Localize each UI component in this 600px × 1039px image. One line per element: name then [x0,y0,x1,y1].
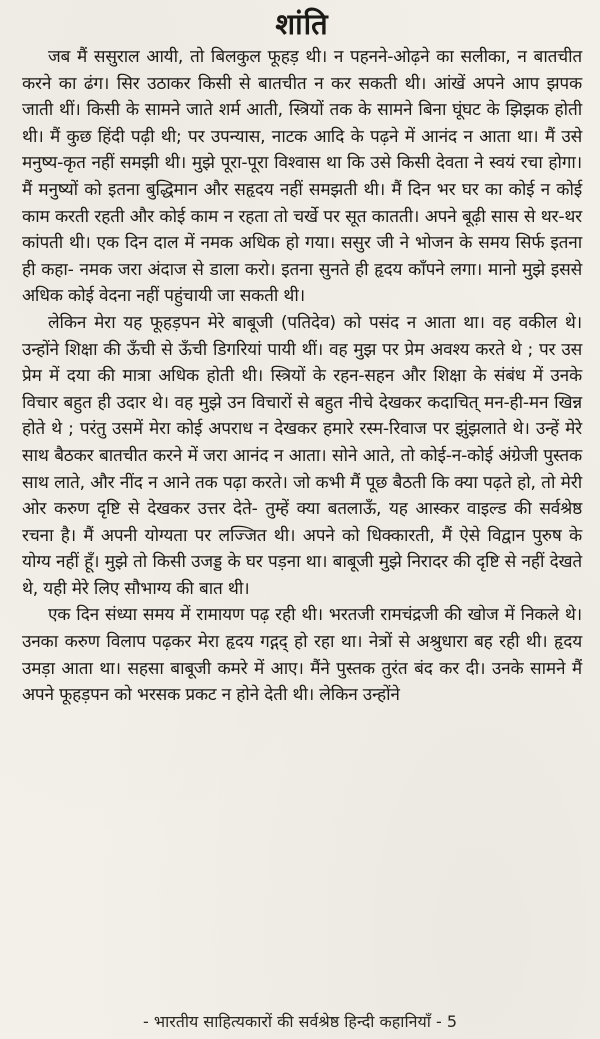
paragraph-3: एक दिन संध्या समय में रामायण पढ़ रही थी। भरतजी रामचंद्रजी की खोज में निकले थे। उनका करुण विलाप पढ़कर मेरा हृदय गद्गद् हो रहा था। नेत्रों से अश्रुधारा बह रही थी। हृदय उमड़ा आता था। सहसा बाबूजी कमरे में आए। मैंने पुस्तक तुरंत बंद कर दी। उनके सामने मैं अपने फूहड़पन को भरसक प्रकट न होने देती थी। लेकिन उन्होंने [22,605,582,706]
story-body [22,44,582,709]
page-footer: - भारतीय साहित्यकारों की सर्वश्रेष्ठ हिन्दी कहानियाँ - 5 [142,1012,458,1031]
paragraph-2: लेकिन मेरा यह फूहड़पन मेरे बाबूजी (पतिदेव) को पसंद न आता था। वह वकील थे। उन्होंने शिक्षा की ऊँची से ऊँची डिगरियां पायी थीं। वह मुझ पर प्रेम अवश्य करते थे ; पर उस प्रेम में दया की मात्रा अधिक होती थी। स्त्रियों के रहन-सहन और शिक्षा के संबंध में उनके विचार बहुत ही उदार थे। वह मुझे उन विचारों से बहुत नीचे देखकर कदाचित् मन-ही-मन खिन्न होते थे ; परंतु उसमें मेरा कोई अपराध न देखकर हमारे रस्म-रिवाज पर झुंझलाते थे। उन्हें मेरे साथ बैठकर बातचीत करने में जरा आनंद न आता। सोने आते, तो कोई-न-कोई अंग्रेजी पुस्तक साथ लाते, और नींद न आने तक पढ़ा करते। जो कभी मैं पूछ बैठती कि क्या पढ़ते हो, तो मेरी ओर करुण दृष्टि से देखकर उत्तर देते- तुम्हें क्या बतलाऊँ, यह आस्कर वाइल्ड की सर्वश्रेष्ठ रचना है। मैं अपनी योग्यता पर लज्जित थी। अपने को धिक्कारती, मैं ऐसे विद्वान पुरुष के योग्य नहीं हूँ। मुझे तो किसी उजड्ड के घर पड़ना था। बाबूजी मुझे निरादर की दृष्टि से नहीं देखते थे, यही मेरे लिए सौभाग्य की बात थी। [22,312,582,599]
paragraph-1: जब मैं ससुराल आयी, तो बिलकुल फूहड़ थी। न पहनने-ओढ़ने का सलीका, न बातचीत करने का ढंग। सिर उठाकर किसी से बातचीत न कर सकती थी। आंखें अपने आप झपक जाती थीं। किसी के सामने जाते शर्म आती, स्त्रियों तक के सामने बिना घूंघट के झिझक होती थी। मैं कुछ हिंदी पढ़ी थी; पर उपन्यास, नाटक आदि के पढ़ने में आनंद न आता था। मैं उसे मनुष्य-कृत नहीं समझी थी। मुझे पूरा-पूरा विश्वास था कि उसे किसी देवता ने स्वयं रचा होगा। मैं मनुष्यों को इतना बुद्धिमान और सहृदय नहीं समझती थी। मैं दिन भर घर का कोई न कोई काम करती रहती और कोई काम न रहता तो चर्खे पर सूत कातती। अपने बूढ़ी सास से थर-थर कांपती थी। एक दिन दाल में नमक अधिक हो गया। ससुर जी ने भोजन के समय सिर्फ इतना ही कहा- नमक जरा अंदाज से डाला करो। इतना सुनते ही हृदय काँपने लगा। मानो मुझे इससे अधिक कोई वेदना नहीं पहुंचायी जा सकती थी। [22,47,582,307]
story-title: शांति [275,7,329,41]
